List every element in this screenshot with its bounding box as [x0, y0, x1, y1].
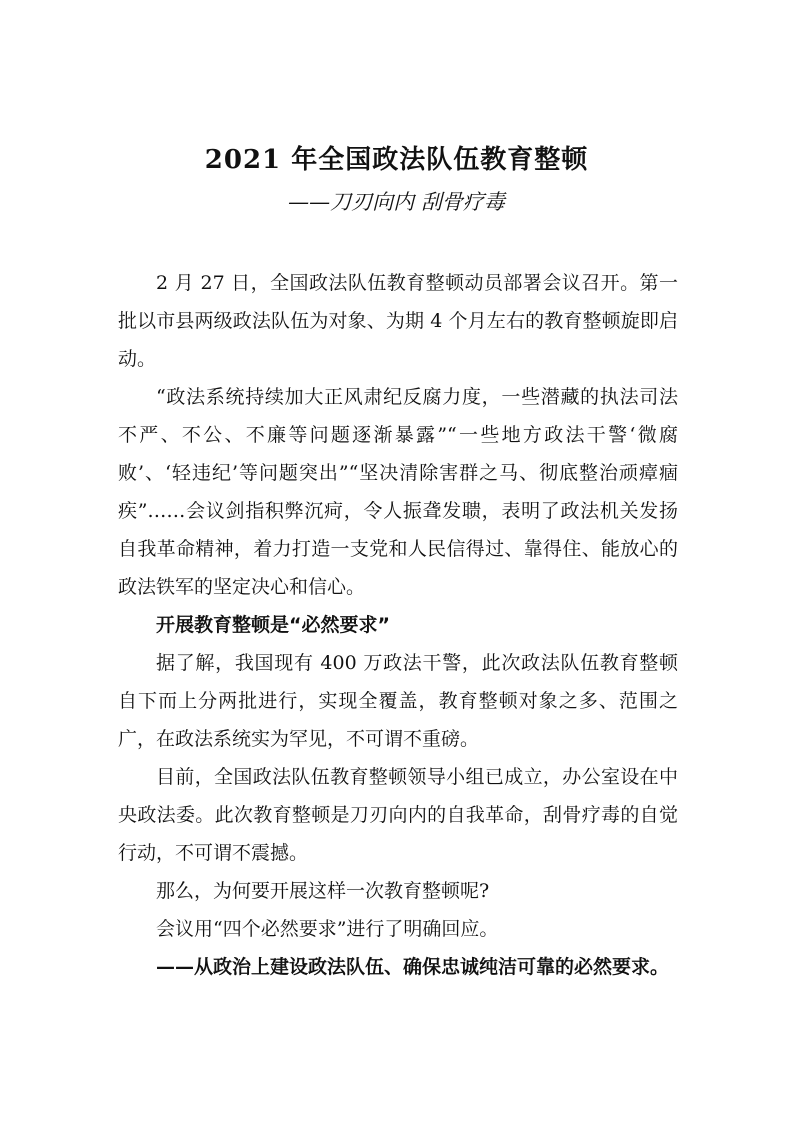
emphasized-paragraph: ——从政治上建设政法队伍、确保忠诚纯洁可靠的必然要求。: [156, 956, 670, 978]
paragraph: 据了解，我国现有 400 万政法干警，此次政法队伍教育整顿自下而上分两批进行，实现全覆盖，教育整顿对象之多、范围之广，在政法系统实为罕见，不可谓不重磅。: [118, 652, 678, 750]
document-body: [118, 264, 678, 986]
paragraph: 会议用“四个必然要求”进行了明确回应。: [156, 918, 499, 940]
document-subtitle: ——刀刃向内 刮骨疗毒: [288, 190, 505, 214]
section-heading: 开展教育整顿是“必然要求”: [156, 614, 390, 636]
document-title: 2021 年全国政法队伍教育整顿: [204, 145, 589, 175]
paragraph: 2 月 27 日，全国政法队伍教育整顿动员部署会议召开。第一批以市县两级政法队伍为对象、为期 4 个月左右的教育整顿旋即启动。: [118, 272, 678, 370]
paragraph: “政法系统持续加大正风肃纪反腐力度，一些潜藏的执法司法不严、不公、不廉等问题逐渐暴露”“一些地方政法干警‘微腐败’、‘轻违纪’等问题突出”“坚决清除害群之马、彻底整治顽瘴痼疾”……会议剑指积弊沉疴，令人振聋发聩，表明了政法机关发扬自我革命精神，着力打造一支党和人民信得过、靠得住、能放心的政法铁军的坚定决心和信心。: [118, 386, 678, 598]
paragraph: 目前，全国政法队伍教育整顿领导小组已成立，办公室设在中央政法委。此次教育整顿是刀刃向内的自我革命，刮骨疗毒的自觉行动，不可谓不震撼。: [118, 766, 678, 864]
paragraph: 那么，为何要开展这样一次教育整顿呢?: [156, 880, 490, 902]
